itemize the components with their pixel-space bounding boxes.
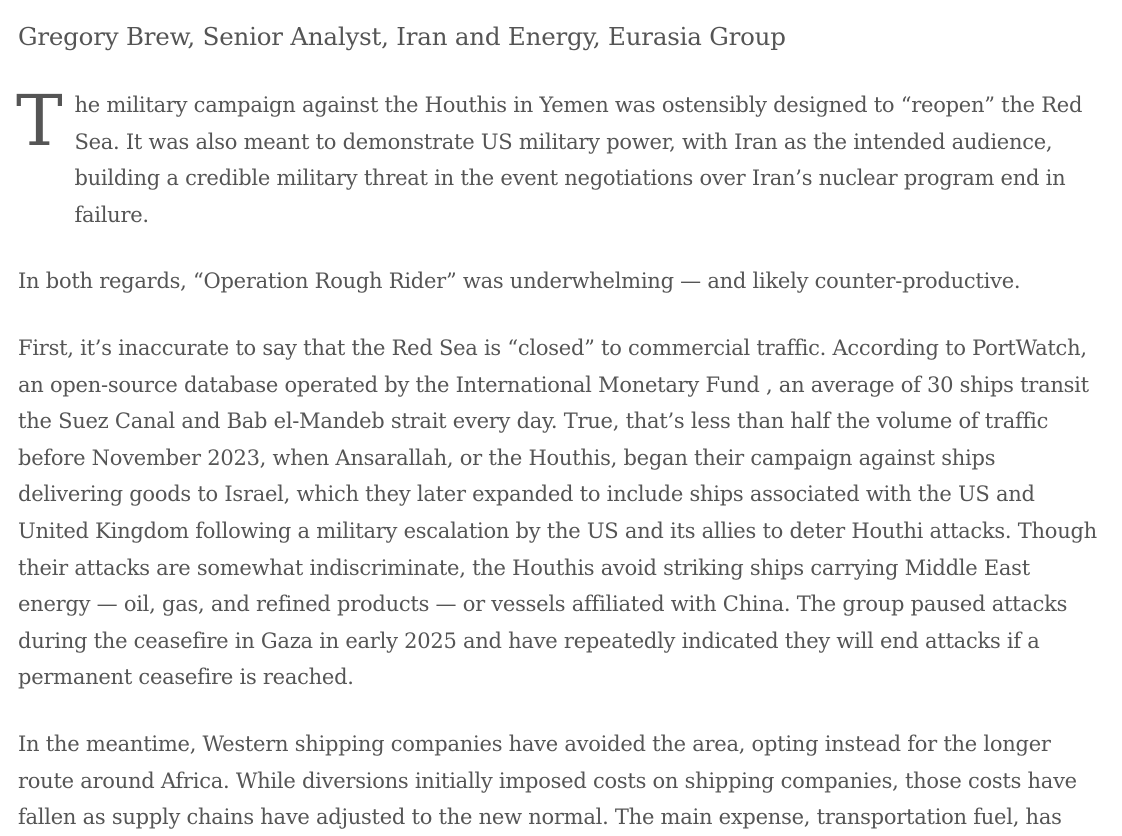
paragraph-1 bbox=[16, 80, 1098, 233]
paragraph-2: In both regards, “Operation Rough Rider” was underwhelming — and likely counter-productive. bbox=[18, 269, 1021, 294]
byline: Gregory Brew, Senior Analyst, Iran and Energy, Eurasia Group bbox=[18, 22, 786, 51]
article bbox=[18, 0, 1098, 836]
paragraph-4: In the meantime, Western shipping companies have avoided the area, opting instead for the longer route around Africa. While diversions initially imposed costs on shipping companies, those costs have fallen as supply chains have adjusted to the new normal. The main expense, transportation fuel, has bbox=[18, 731, 1077, 830]
paragraph-1-text: he military campaign against the Houthis in Yemen was ostensibly designed to “reopen” the Red Sea. It was also meant to demonstrate US military power, with Iran as the intended audience, building a credible military threat in the event negotiations over Iran’s nuclear program end in failure. bbox=[74, 93, 1083, 227]
drop-cap: T bbox=[16, 80, 63, 162]
paragraph-3: First, it’s inaccurate to say that the Red Sea is “closed” to commercial traffic. According to PortWatch, an open-source database operated by the International Monetary Fund , an average of 30 ships transit the Suez Canal and Bab el-Mandeb strait every day. True, that’s less than half the volume of traffic before November 2023, when Ansarallah, or the Houthis, began their campaign against ships delivering goods to Israel, which they later expanded to include ships associated with the US and United Kingdom following a military escalation by the US and its allies to deter Houthi attacks. Though their attacks are somewhat indiscriminate, the Houthis avoid striking ships carrying Middle East energy — oil, gas, and refined products — or vessels affiliated with China. The group paused attacks during the ceasefire in Gaza in early 2025 and have repeatedly indicated they will end attacks if a permanent ceasefire is reached. bbox=[18, 335, 1097, 690]
